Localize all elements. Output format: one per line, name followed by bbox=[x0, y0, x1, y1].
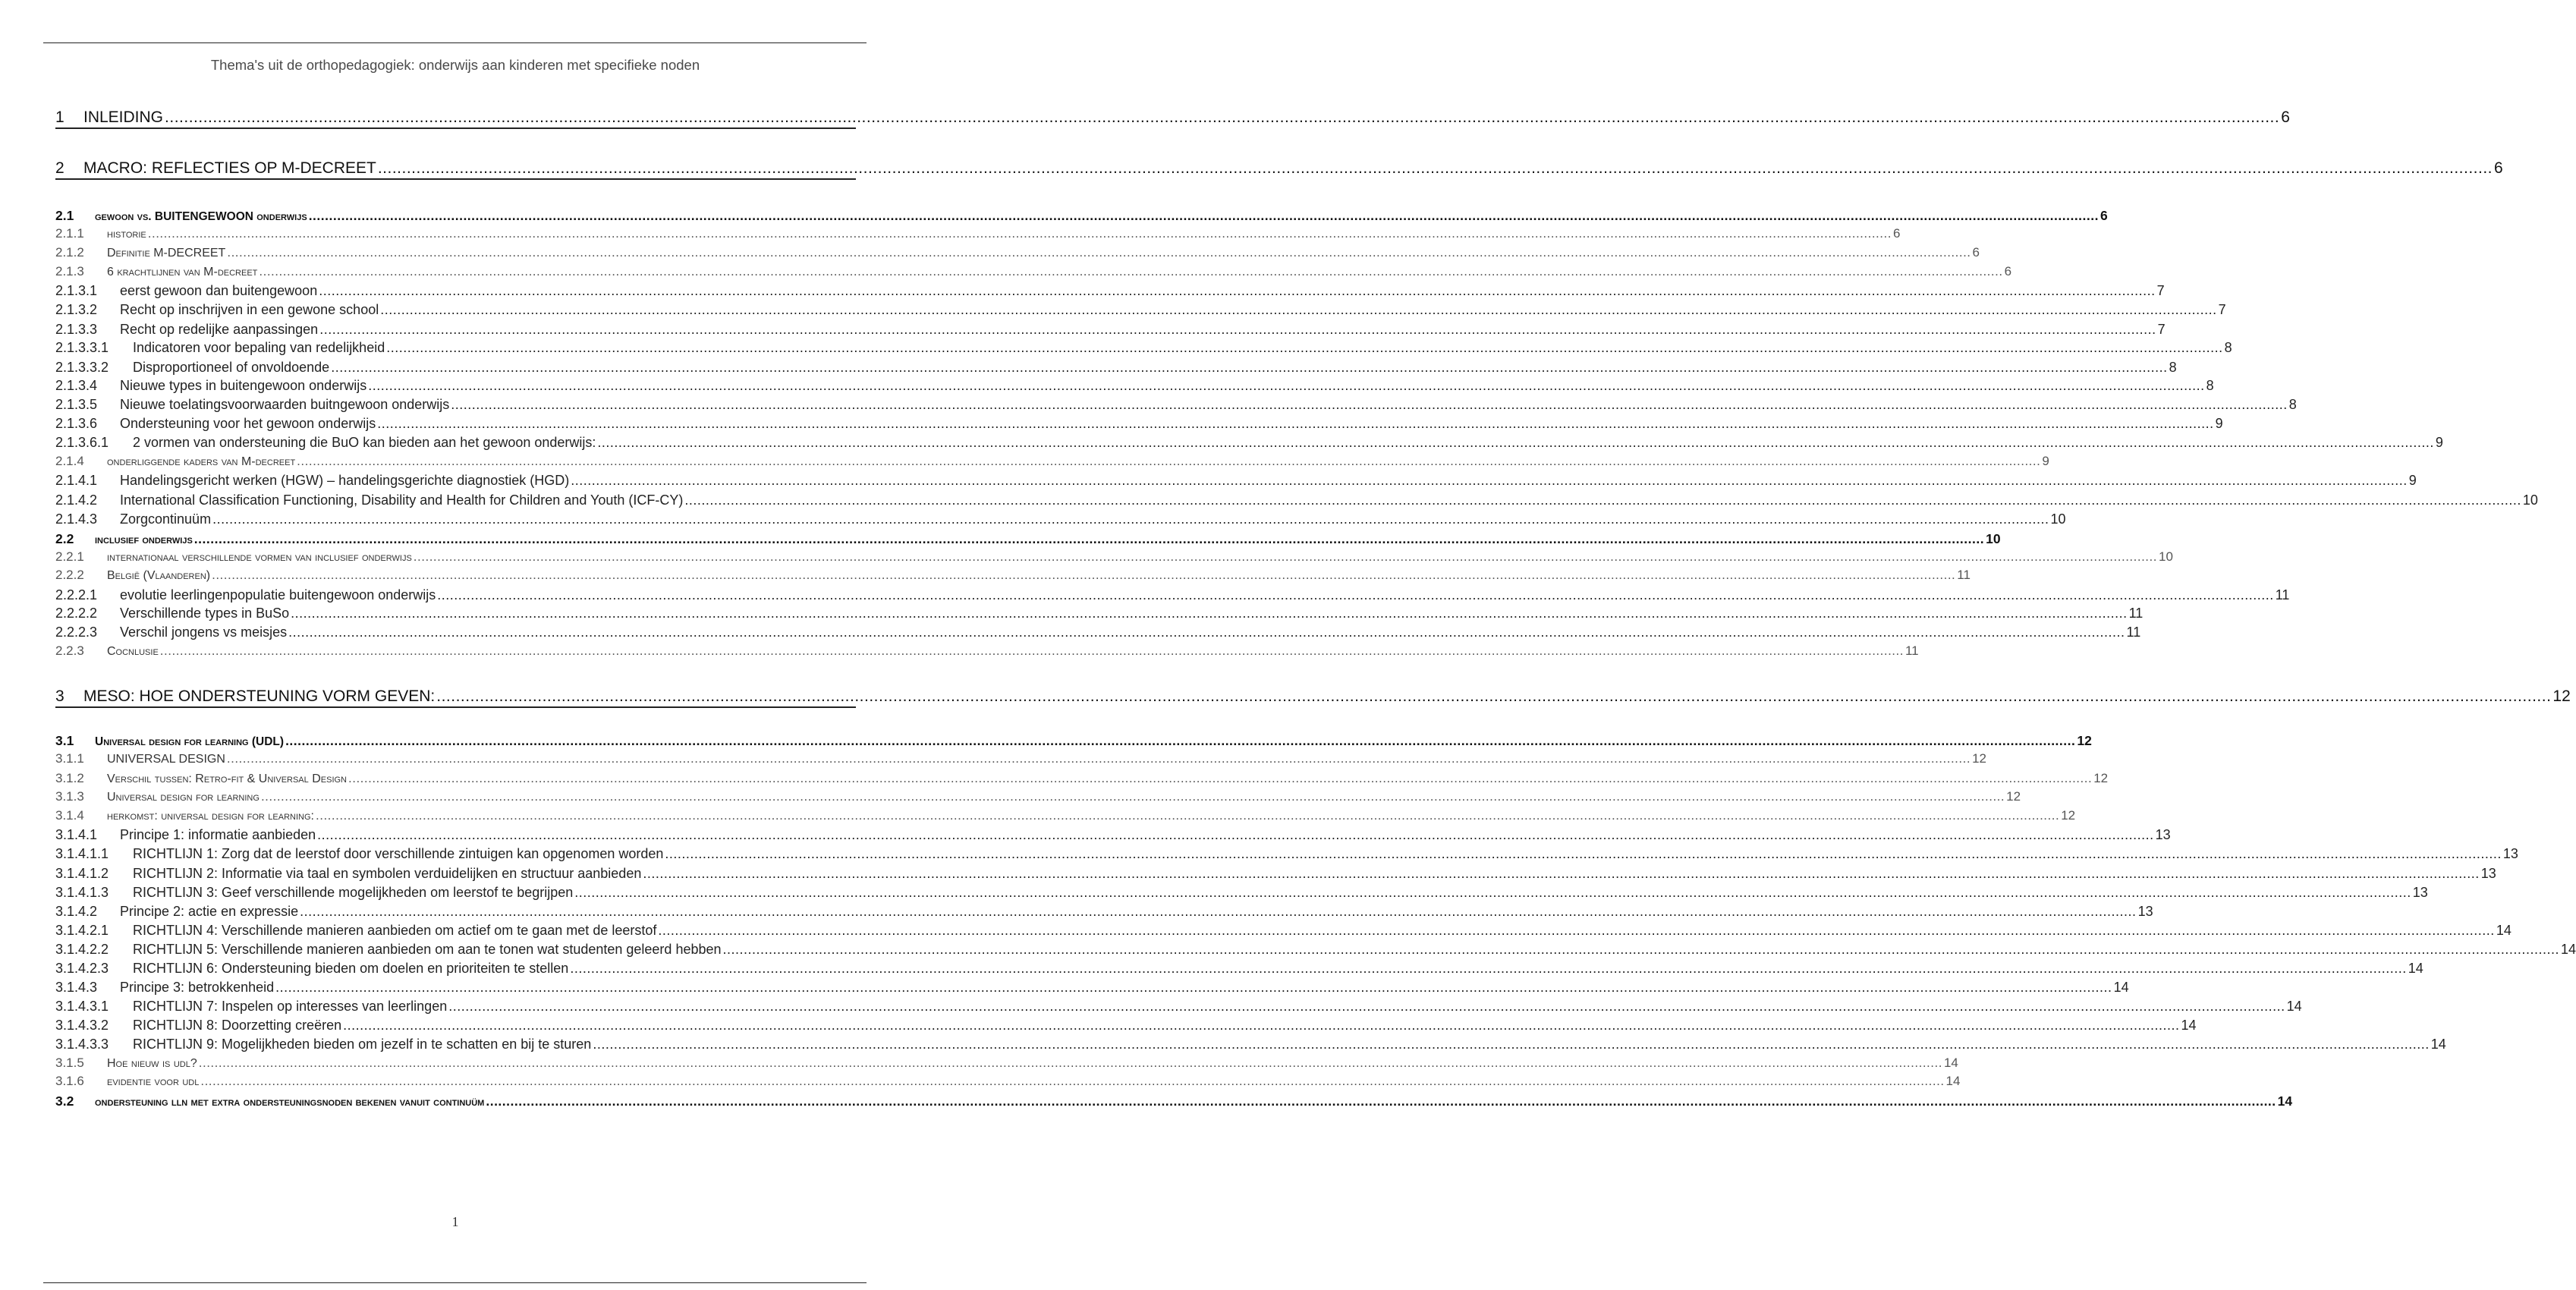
toc-entry[interactable] bbox=[55, 866, 2496, 882]
toc-entry-title: Recht op redelijke aanpassingen bbox=[120, 322, 319, 337]
toc-leader-dots bbox=[377, 416, 2213, 432]
toc-entry-page: 11 bbox=[2126, 625, 2141, 640]
toc-leader-dots bbox=[684, 492, 2521, 508]
toc-entry-number: 3.1.4.2.1 bbox=[55, 923, 109, 938]
toc-leader-dots bbox=[723, 942, 2559, 958]
toc-entry-number: 3.1.4 bbox=[55, 808, 84, 823]
toc-leader-dots bbox=[597, 435, 2433, 451]
toc-entry-title: internationaal verschillende vormen van inclusief onderwijs bbox=[107, 551, 412, 564]
toc-leader-dots bbox=[593, 1037, 2429, 1052]
toc-leader-dots bbox=[316, 808, 2059, 823]
toc-entry-number: 2.2.1 bbox=[55, 549, 84, 564]
toc-leader-dots bbox=[199, 1056, 1942, 1071]
toc-entry-title: Verschil jongens vs meisjes bbox=[120, 625, 288, 640]
toc-leader-dots bbox=[165, 109, 2279, 127]
toc-entry[interactable] bbox=[55, 454, 2049, 469]
toc-leader-dots bbox=[331, 360, 2167, 376]
toc-entry-number: 2.1.3.6.1 bbox=[55, 435, 109, 450]
toc-entry-title: RICHTLIJN 1: Zorg dat de leerstof door verschillende zintuigen kan opgenomen worden bbox=[133, 846, 664, 861]
toc-entry-number: 3.1 bbox=[55, 733, 74, 748]
toc-entry-title: Zorgcontinuüm bbox=[120, 511, 212, 527]
toc-entry-number: 2.1.3.6 bbox=[55, 416, 98, 431]
toc-leader-dots bbox=[259, 264, 2002, 279]
toc-entry-page: 7 bbox=[2156, 283, 2165, 298]
toc-entry-title: INLEIDING bbox=[83, 109, 164, 126]
toc-leader-dots bbox=[275, 980, 2112, 996]
toc-entry-title: Ondersteuning voor het gewoon onderwijs bbox=[120, 416, 376, 431]
footer-rule bbox=[43, 1282, 867, 1283]
toc-entry-title: Cocnlusie bbox=[107, 645, 159, 658]
toc-entry-title: RICHTLIJN 4: Verschillende manieren aanbieden om actief om te gaan met de leerstof bbox=[133, 923, 657, 938]
toc-entry[interactable] bbox=[55, 587, 2290, 603]
toc-leader-dots bbox=[194, 531, 1984, 547]
toc-entry[interactable] bbox=[55, 1018, 2197, 1034]
toc-leader-dots bbox=[212, 568, 1955, 583]
toc-leader-dots bbox=[386, 340, 2222, 356]
toc-entry[interactable] bbox=[55, 549, 2173, 565]
toc-leader-dots bbox=[658, 923, 2494, 939]
toc-entry-number: 3.1.4.3.3 bbox=[55, 1037, 109, 1052]
toc-entry-number: 3.1.4.2 bbox=[55, 904, 98, 919]
toc-entry-title: MACRO: REFLECTIES OP M-DECREET bbox=[83, 159, 376, 177]
toc-entry[interactable] bbox=[55, 733, 2092, 749]
toc-entry[interactable] bbox=[55, 625, 2141, 640]
toc-entry[interactable] bbox=[55, 416, 2223, 432]
toc-entry-page: 12 bbox=[1972, 751, 1986, 766]
toc-entry-page: 9 bbox=[2042, 454, 2049, 468]
toc-entry-title: Universal design for learning bbox=[107, 791, 259, 804]
toc-entry-title: Nieuwe types in buitengewoon onderwijs bbox=[120, 378, 367, 393]
toc-entry-page: 11 bbox=[2275, 587, 2290, 603]
toc-leader-dots bbox=[160, 643, 1904, 659]
toc-leader-dots bbox=[451, 397, 2287, 413]
toc-entry[interactable] bbox=[55, 245, 1980, 260]
toc-entry-title: ondersteuning lln met extra ondersteuningsnoden bekenen vanuit continuüm bbox=[95, 1096, 485, 1109]
toc-entry-title: historie bbox=[107, 228, 146, 241]
toc-leader-dots bbox=[317, 827, 2153, 843]
toc-leader-dots bbox=[319, 283, 2155, 299]
toc-entry-title: Principe 2: actie en expressie bbox=[120, 904, 299, 919]
toc-leader-dots bbox=[486, 1093, 2276, 1109]
toc-entry-page: 6 bbox=[2004, 264, 2012, 278]
toc-entry-number: 2.1.4 bbox=[55, 454, 84, 468]
toc-entry[interactable] bbox=[55, 378, 2214, 394]
toc-entry[interactable] bbox=[55, 159, 2503, 180]
toc-leader-dots bbox=[291, 606, 2127, 621]
toc-entry-title: Definitie M-DECREET bbox=[107, 247, 226, 260]
toc-entry-number: 3.1.4.2.3 bbox=[55, 961, 109, 976]
toc-entry-title: Disproportioneel of onvoldoende bbox=[133, 360, 330, 375]
toc-entry[interactable] bbox=[55, 751, 1986, 766]
toc-entry-page: 14 bbox=[2113, 980, 2129, 995]
toc-entry-title: onderliggende kaders van M-decreet bbox=[107, 455, 296, 468]
toc-entry-page: 6 bbox=[2494, 159, 2503, 177]
toc-entry-number: 3.1.4.3.2 bbox=[55, 1018, 109, 1033]
toc-entry-number: 2.2.2.3 bbox=[55, 625, 98, 640]
toc-leader-dots bbox=[285, 733, 2075, 749]
toc-entry-page: 8 bbox=[2288, 397, 2297, 412]
toc-entry-title: Handelingsgericht werken (HGW) – handelingsgerichte diagnostiek (HGD) bbox=[120, 473, 570, 488]
toc-entry[interactable] bbox=[55, 789, 2021, 804]
toc-entry-title: inclusief onderwijs bbox=[95, 533, 193, 546]
toc-entry-page: 11 bbox=[2128, 606, 2144, 621]
toc-entry[interactable] bbox=[55, 473, 2417, 489]
toc-entry-page: 12 bbox=[2006, 789, 2021, 804]
toc-leader-dots bbox=[348, 771, 2092, 786]
toc-leader-dots bbox=[448, 999, 2285, 1015]
toc-leader-dots bbox=[297, 454, 2040, 469]
toc-entry-page: 13 bbox=[2412, 885, 2428, 900]
toc-entry-page: 9 bbox=[2215, 416, 2223, 431]
toc-leader-dots bbox=[437, 587, 2273, 603]
toc-entry-number: 3.1.4.3.1 bbox=[55, 999, 109, 1014]
toc-leader-dots bbox=[665, 846, 2501, 862]
toc-leader-dots bbox=[574, 885, 2411, 901]
toc-entry-number: 1 bbox=[55, 109, 64, 126]
toc-entry-number: 3.1.4.1.3 bbox=[55, 885, 109, 900]
toc-entry-title: Verschillende types in BuSo bbox=[120, 606, 290, 621]
toc-leader-dots bbox=[319, 322, 2156, 338]
toc-leader-dots bbox=[309, 208, 2099, 224]
toc-entry[interactable] bbox=[55, 827, 2171, 843]
toc-entry-number: 2.1.1 bbox=[55, 226, 84, 241]
toc-entry-page: 10 bbox=[2158, 549, 2173, 564]
toc-entry-page: 14 bbox=[1943, 1056, 1958, 1070]
toc-entry-number: 3.1.4.1.1 bbox=[55, 846, 109, 861]
toc-entry[interactable] bbox=[55, 980, 2129, 996]
toc-entry-title: gewoon vs. BUITENGEWOON onderwijs bbox=[95, 210, 307, 223]
toc-entry[interactable] bbox=[55, 360, 2177, 376]
toc-entry[interactable] bbox=[55, 687, 2571, 708]
toc-entry-number: 2.1.4.2 bbox=[55, 492, 98, 508]
toc-leader-dots bbox=[380, 302, 2216, 318]
toc-leader-dots bbox=[148, 226, 1892, 241]
toc-entry-title: RICHTLIJN 7: Inspelen op interesses van leerlingen bbox=[133, 999, 448, 1014]
toc-entry[interactable] bbox=[55, 302, 2226, 318]
toc-entry-page: 9 bbox=[2408, 473, 2417, 488]
toc-entry-title: evidentie voor udl bbox=[107, 1075, 200, 1088]
toc-leader-dots bbox=[288, 625, 2125, 640]
toc-entry-page: 8 bbox=[2169, 360, 2177, 375]
toc-entry[interactable] bbox=[55, 531, 2001, 547]
toc-entry-title: Hoe nieuw is udl? bbox=[107, 1057, 197, 1070]
toc-entry-page: 14 bbox=[2430, 1037, 2446, 1052]
toc-entry[interactable] bbox=[55, 1037, 2446, 1052]
toc-entry-title: eerst gewoon dan buitengewoon bbox=[120, 283, 318, 298]
toc-entry-number: 3.1.3 bbox=[55, 789, 84, 804]
toc-entry-page: 6 bbox=[1972, 245, 1980, 260]
toc-entry-number: 3.1.6 bbox=[55, 1074, 84, 1088]
toc-entry-page: 12 bbox=[2077, 733, 2092, 748]
toc-entry-number: 2.2.2.1 bbox=[55, 587, 98, 603]
toc-entry[interactable] bbox=[55, 961, 2423, 977]
toc-leader-dots bbox=[414, 549, 2157, 565]
toc-entry-title: Verschil tussen: Retro-fit & Universal Design bbox=[107, 772, 347, 785]
toc-entry[interactable] bbox=[55, 322, 2166, 338]
toc-entry-number: 2.1.3.3 bbox=[55, 322, 98, 337]
toc-entry[interactable] bbox=[55, 1093, 2293, 1109]
toc-leader-dots bbox=[570, 961, 2406, 977]
toc-entry-page: 10 bbox=[2050, 511, 2066, 527]
toc-entry-title: Principe 1: informatie aanbieden bbox=[120, 827, 316, 842]
toc-entry[interactable] bbox=[55, 340, 2232, 356]
toc-entry-number: 3.1.4.1 bbox=[55, 827, 98, 842]
toc-entry[interactable] bbox=[55, 435, 2443, 451]
toc-entry[interactable] bbox=[55, 771, 2109, 786]
toc-entry-page: 13 bbox=[2502, 846, 2518, 861]
toc-entry-page: 6 bbox=[2100, 208, 2108, 223]
toc-entry[interactable] bbox=[55, 511, 2066, 527]
toc-leader-dots bbox=[368, 378, 2204, 394]
toc-entry-page: 9 bbox=[2435, 435, 2443, 450]
toc-entry-number: 2.1.3.1 bbox=[55, 283, 98, 298]
toc-entry-title: Universal design for learning (UDL) bbox=[95, 735, 285, 748]
toc-entry-title: Principe 3: betrokkenheid bbox=[120, 980, 275, 995]
toc-entry[interactable] bbox=[55, 264, 2012, 279]
toc-entry[interactable] bbox=[55, 283, 2165, 299]
page-number: 1 bbox=[451, 1214, 459, 1229]
header-rule bbox=[43, 42, 867, 43]
toc-entry-number: 3.1.4.2.2 bbox=[55, 942, 109, 957]
toc-leader-dots bbox=[300, 904, 2136, 920]
toc-entry-number: 2.2.2.2 bbox=[55, 606, 98, 621]
toc-entry-number: 2.1.2 bbox=[55, 245, 84, 260]
toc-entry-number: 2.1.4.3 bbox=[55, 511, 98, 527]
toc-entry-title: RICHTLIJN 5: Verschillende manieren aanbieden om aan te tonen wat studenten geleerd hebben bbox=[133, 942, 722, 957]
toc-entry-page: 14 bbox=[2560, 942, 2576, 957]
toc-leader-dots bbox=[212, 511, 2049, 527]
toc-entry[interactable] bbox=[55, 999, 2302, 1015]
toc-entry-title: RICHTLIJN 2: Informatie via taal en symbolen verduidelijken en structuur aanbieden bbox=[133, 866, 642, 881]
toc-leader-dots bbox=[227, 751, 1971, 766]
running-header: Thema's uit de orthopedagogiek: onderwijs aan kinderen met specifieke noden bbox=[210, 57, 700, 73]
toc-entry-number: 2.2.3 bbox=[55, 643, 84, 658]
toc-entry-page: 12 bbox=[2093, 771, 2109, 785]
toc-entry-page: 7 bbox=[2157, 322, 2166, 337]
toc-entry-number: 3.2 bbox=[55, 1093, 74, 1109]
toc-entry-page: 13 bbox=[2155, 827, 2171, 842]
toc-entry-page: 11 bbox=[1904, 643, 1919, 658]
toc-entry[interactable] bbox=[55, 568, 1971, 583]
toc-entry-number: 2.1.3.3.1 bbox=[55, 340, 109, 355]
toc-entry[interactable] bbox=[55, 492, 2538, 508]
toc-entry-title: RICHTLIJN 3: Geef verschillende mogelijkheden om leerstof te begrijpen bbox=[133, 885, 574, 900]
toc-entry[interactable] bbox=[55, 109, 2290, 129]
toc-leader-dots bbox=[571, 473, 2407, 489]
toc-entry-number: 3.1.5 bbox=[55, 1056, 84, 1070]
toc-entry-page: 8 bbox=[2224, 340, 2232, 355]
toc-entry-number: 2.1.3.5 bbox=[55, 397, 98, 412]
toc-entry[interactable] bbox=[55, 904, 2153, 920]
toc-entry[interactable] bbox=[55, 942, 2576, 958]
toc-entry-page: 10 bbox=[1986, 531, 2001, 546]
toc-entry-page: 14 bbox=[2181, 1018, 2197, 1033]
toc-entry-title: MESO: HOE ONDERSTEUNING VORM GEVEN: bbox=[83, 687, 436, 705]
toc-entry-page: 11 bbox=[1957, 568, 1971, 582]
toc-entry[interactable] bbox=[55, 923, 2512, 939]
toc-entry-page: 14 bbox=[2277, 1093, 2293, 1109]
toc-leader-dots bbox=[261, 789, 2005, 804]
toc-entry-number: 2.1.3.4 bbox=[55, 378, 98, 393]
toc-entry[interactable] bbox=[55, 1056, 1958, 1071]
toc-entry-number: 2 bbox=[55, 159, 64, 177]
toc-entry-page: 10 bbox=[2522, 492, 2538, 508]
toc-entry-page: 12 bbox=[2552, 687, 2571, 705]
toc-entry-page: 6 bbox=[1892, 226, 1901, 241]
toc-entry[interactable] bbox=[55, 226, 1901, 241]
toc-entry-number: 3.1.2 bbox=[55, 771, 84, 785]
toc-entry-number: 3 bbox=[55, 687, 64, 705]
toc-entry-title: Nieuwe toelatingsvoorwaarden buitngewoon onderwijs bbox=[120, 397, 450, 412]
toc-entry-number: 3.1.4.1.2 bbox=[55, 866, 109, 881]
toc-entry-number: 2.2.2 bbox=[55, 568, 84, 582]
toc-entry[interactable] bbox=[55, 397, 2297, 413]
toc-entry-page: 14 bbox=[2408, 961, 2423, 976]
toc-entry[interactable] bbox=[55, 808, 2076, 823]
toc-entry-title: 2 vormen van ondersteuning die BuO kan bieden aan het gewoon onderwijs: bbox=[133, 435, 596, 450]
toc-entry-title: België (Vlaanderen) bbox=[107, 569, 211, 582]
toc-leader-dots bbox=[378, 159, 2493, 178]
toc-entry-title: Indicatoren voor bepaling van redelijkheid bbox=[133, 340, 385, 355]
toc-entry-title: RICHTLIJN 9: Mogelijkheden bieden om jezelf in te schatten en bij te sturen bbox=[133, 1037, 592, 1052]
toc-entry-page: 12 bbox=[2061, 808, 2076, 823]
toc-leader-dots bbox=[227, 245, 1971, 260]
toc-entry-title: RICHTLIJN 8: Doorzetting creëren bbox=[133, 1018, 342, 1033]
toc-entry-page: 8 bbox=[2206, 378, 2214, 393]
toc-entry-title: 6 krachtlijnen van M-decreet bbox=[107, 266, 258, 278]
toc-entry-page: 14 bbox=[1945, 1074, 1961, 1088]
toc-entry-page: 6 bbox=[2281, 109, 2290, 126]
toc-entry-title: RICHTLIJN 6: Ondersteuning bieden om doelen en prioriteiten te stellen bbox=[133, 961, 569, 976]
toc-leader-dots bbox=[200, 1074, 1944, 1089]
toc-entry-page: 13 bbox=[2137, 904, 2153, 919]
toc-entry-number: 3.1.4.3 bbox=[55, 980, 98, 995]
toc-leader-dots bbox=[436, 687, 2551, 706]
toc-entry-page: 14 bbox=[2496, 923, 2512, 938]
toc-entry-number: 3.1.1 bbox=[55, 751, 84, 766]
toc-entry-title: evolutie leerlingenpopulatie buitengewoon onderwijs bbox=[120, 587, 436, 603]
toc-leader-dots bbox=[343, 1018, 2179, 1034]
toc-entry-title: Recht op inschrijven in een gewone school bbox=[120, 302, 379, 317]
toc-entry-number: 2.1.3.2 bbox=[55, 302, 98, 317]
toc-entry-number: 2.1 bbox=[55, 208, 74, 223]
toc-entry-page: 13 bbox=[2480, 866, 2496, 881]
toc-entry[interactable] bbox=[55, 1074, 1961, 1089]
toc-entry-number: 2.1.3 bbox=[55, 264, 84, 278]
toc-entry-number: 2.1.3.3.2 bbox=[55, 360, 109, 375]
toc-entry-page: 7 bbox=[2218, 302, 2226, 317]
toc-entry-title: herkomst: universal design for learning: bbox=[107, 810, 314, 823]
toc-entry[interactable] bbox=[55, 885, 2428, 901]
toc-entry-page: 14 bbox=[2286, 999, 2302, 1014]
toc-entry[interactable] bbox=[55, 643, 1919, 659]
toc-entry-title: UNIVERSAL DESIGN bbox=[107, 753, 225, 766]
toc-entry[interactable] bbox=[55, 606, 2144, 621]
toc-leader-dots bbox=[643, 866, 2479, 882]
toc-entry-title: International Classification Functioning, Disability and Health for Children and Youth (ICF-CY) bbox=[120, 492, 684, 508]
toc-entry-number: 2.2 bbox=[55, 531, 74, 546]
toc-entry-number: 2.1.4.1 bbox=[55, 473, 98, 488]
toc-entry[interactable] bbox=[55, 846, 2518, 862]
toc-entry[interactable] bbox=[55, 208, 2108, 224]
